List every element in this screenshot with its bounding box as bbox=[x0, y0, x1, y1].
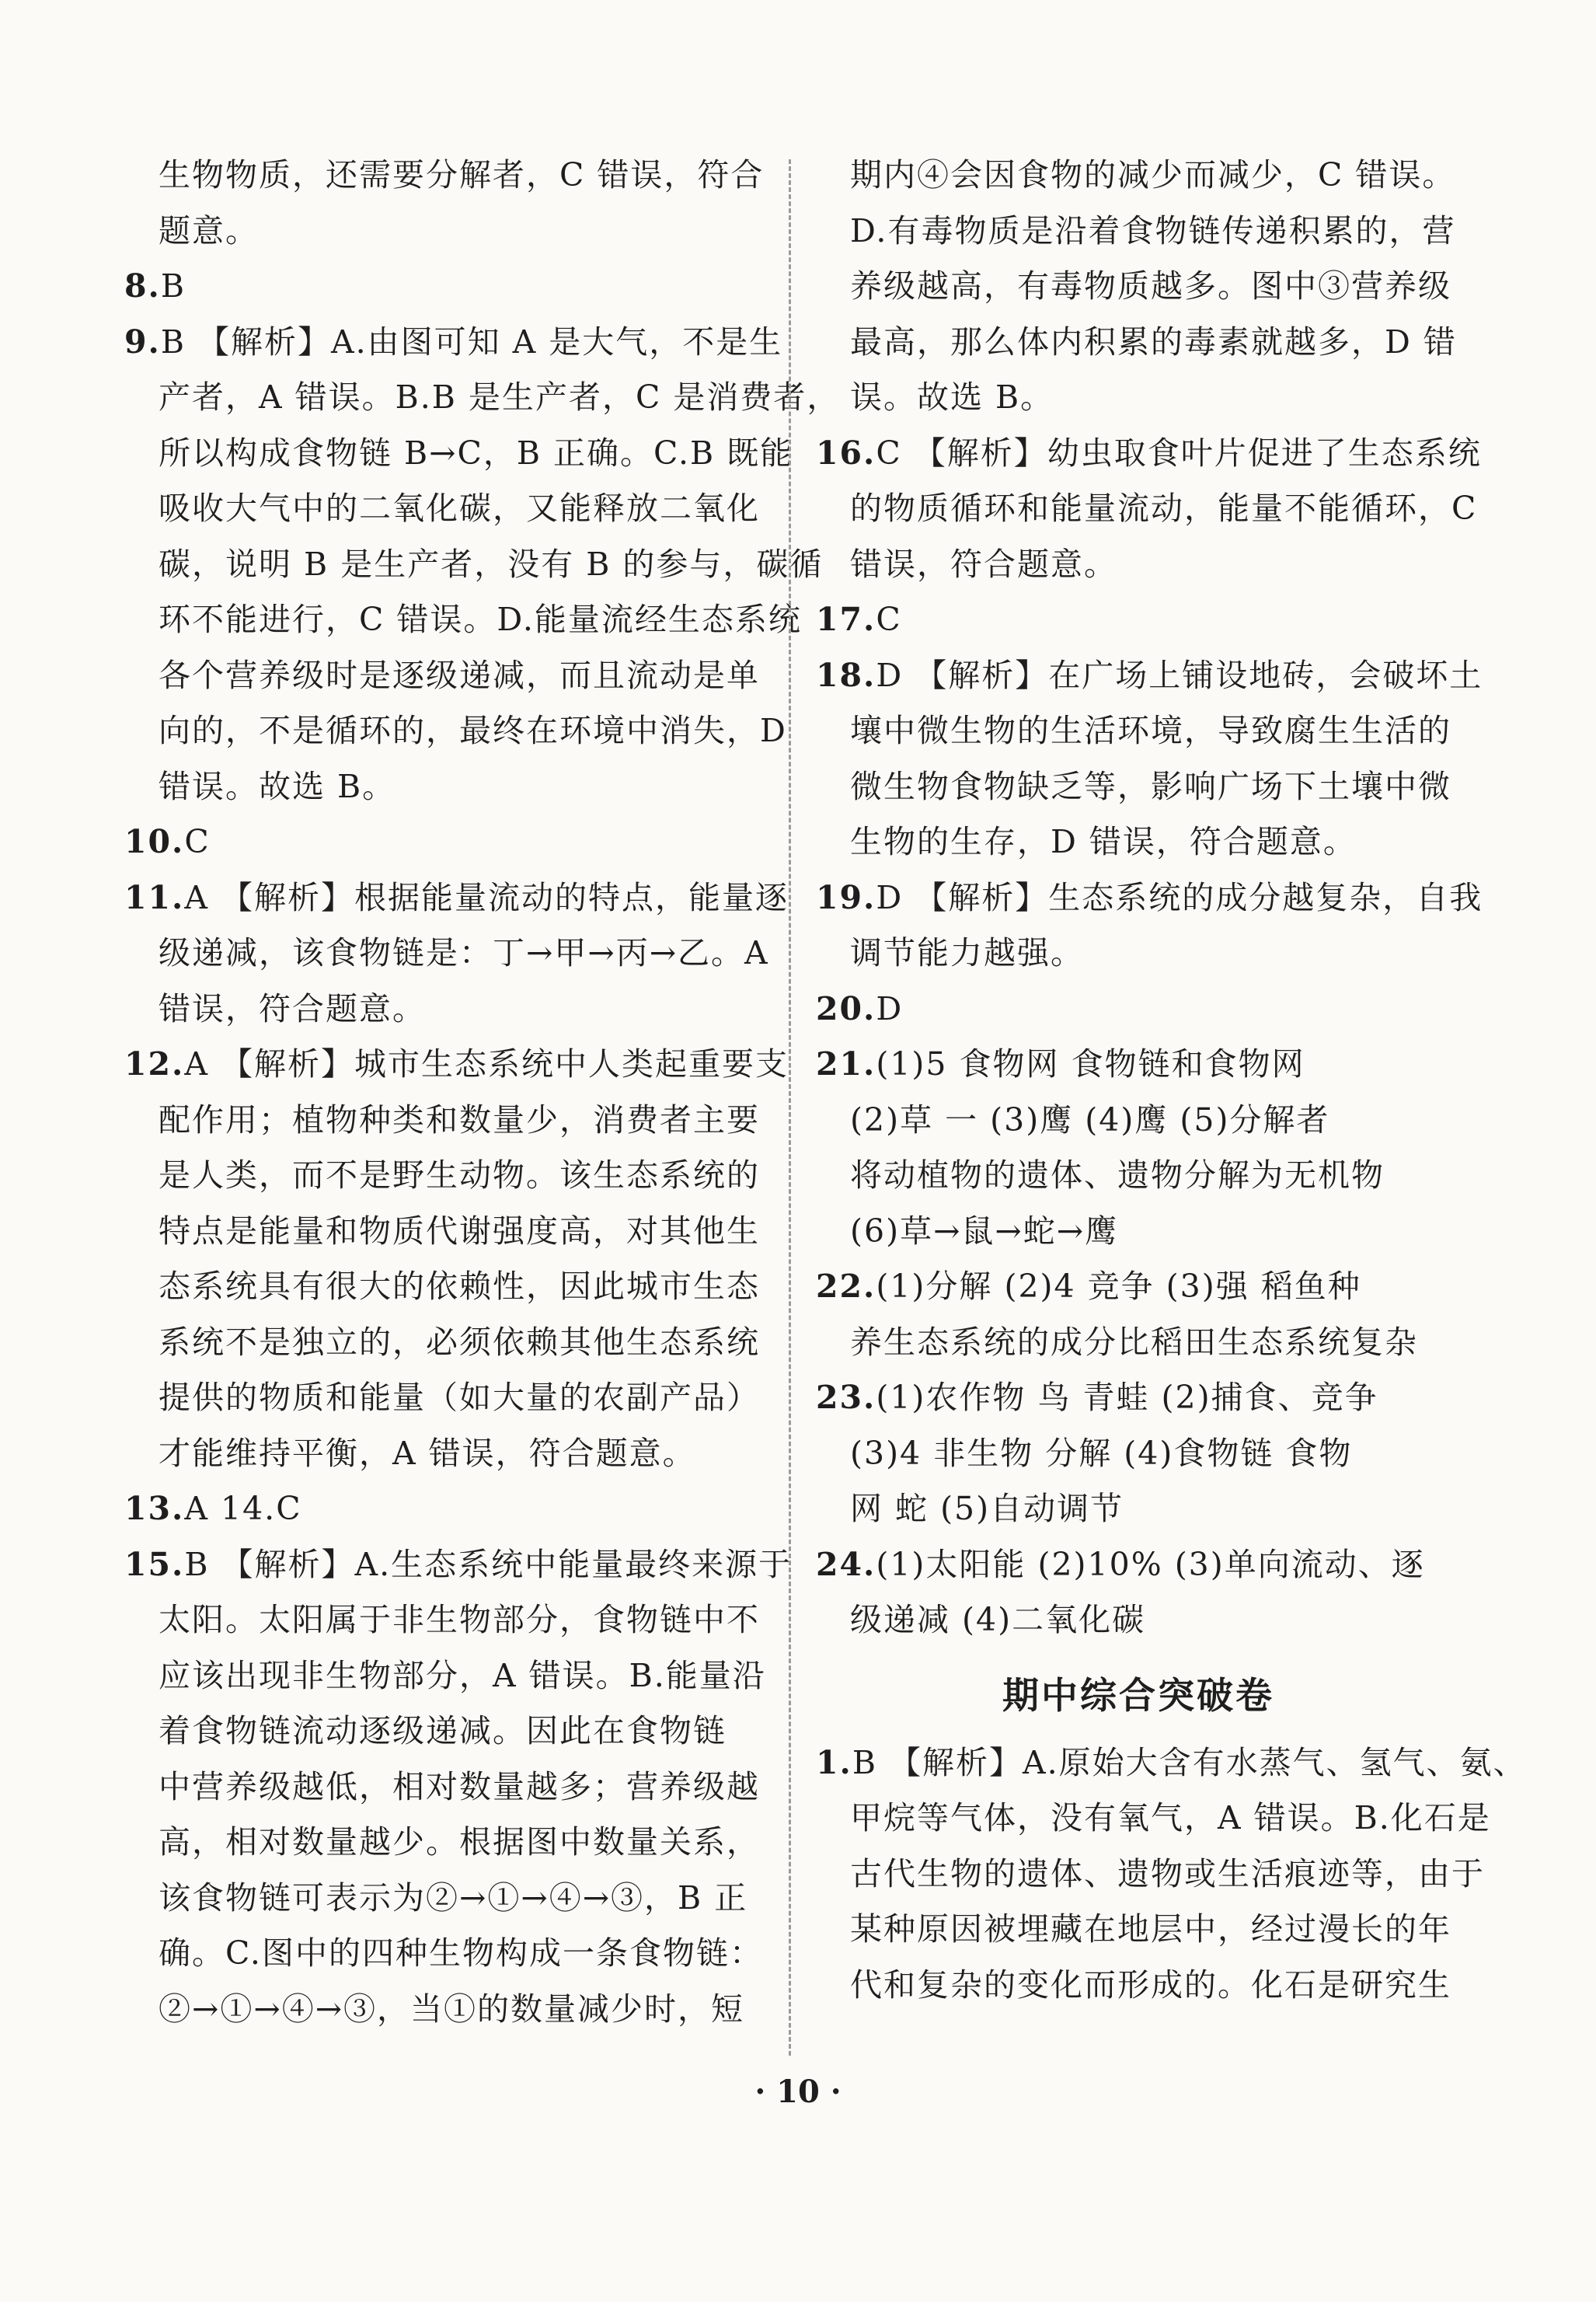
line-text: D 【解析】生态系统的成分越复杂，自我 bbox=[876, 878, 1483, 916]
text-line bbox=[124, 537, 824, 593]
text-line bbox=[124, 1315, 761, 1371]
line-text: C 【解析】幼虫取食叶片促进了生态系统 bbox=[876, 434, 1482, 472]
line-text: 期内④会因食物的减少而减少，C 错误。 bbox=[850, 156, 1456, 194]
line-text: 产者，A 错误。B.B 是生产者，C 是消费者， bbox=[159, 378, 841, 416]
line-text: 特点是能量和物质代谢强度高，对其他生 bbox=[159, 1212, 760, 1250]
line-text: ②→①→④→③，当①的数量减少时，短 bbox=[159, 1990, 745, 2028]
text-line bbox=[816, 315, 1461, 371]
text-line bbox=[816, 1791, 1491, 1847]
text-line bbox=[816, 870, 1483, 926]
line-text: D bbox=[876, 989, 904, 1027]
line-text: 生物物质，还需要分解者，C 错误，符合 bbox=[159, 156, 765, 194]
left-column bbox=[124, 148, 841, 2037]
line-text: (1)5 食物网 食物链和食物网 bbox=[876, 1045, 1305, 1083]
question-number: 21. bbox=[816, 1045, 876, 1083]
line-text: 确。C.图中的四种生物构成一条食物链： bbox=[159, 1934, 763, 1972]
line-text: 微生物食物缺乏等，影响广场下土壤中微 bbox=[850, 767, 1451, 805]
line-text: A 【解析】根据能量流动的特点，能量逐 bbox=[184, 878, 789, 916]
line-text: 系统不是独立的，必须依赖其他生态系统 bbox=[159, 1323, 760, 1361]
line-text: 向的，不是循环的，最终在环境中消失，D bbox=[159, 712, 787, 749]
column-divider bbox=[789, 159, 791, 2056]
text-line bbox=[816, 814, 1461, 870]
text-line bbox=[124, 1760, 761, 1815]
line-text: 级递减 (4)二氧化碳 bbox=[850, 1601, 1146, 1638]
text-line bbox=[816, 703, 1461, 759]
question-number: 11. bbox=[124, 878, 185, 916]
text-line bbox=[816, 1370, 1461, 1426]
line-text: C bbox=[184, 823, 211, 860]
text-line bbox=[816, 759, 1461, 815]
text-line bbox=[124, 814, 761, 870]
line-text: 各个营养级时是逐级递减，而且流动是单 bbox=[159, 656, 760, 694]
line-text: 态系统具有很大的依赖性，因此城市生态 bbox=[159, 1268, 760, 1305]
line-text: 才能维持平衡，A 错误，符合题意。 bbox=[159, 1434, 696, 1472]
text-line bbox=[816, 1426, 1461, 1482]
line-text: 提供的物质和能量（如大量的农副产品） bbox=[159, 1379, 760, 1416]
text-line bbox=[124, 259, 761, 315]
text-line bbox=[816, 204, 1461, 260]
line-text: 某种原因被埋藏在地层中，经过漫长的年 bbox=[850, 1910, 1451, 1948]
text-line bbox=[816, 1735, 1527, 1791]
line-text: (1)农作物 鸟 青蛙 (2)捕食、竞争 bbox=[876, 1379, 1378, 1416]
question-number: 17. bbox=[816, 601, 876, 638]
line-text: B 【解析】A.生态系统中能量最终来源于 bbox=[184, 1545, 793, 1583]
text-line bbox=[124, 370, 841, 426]
line-text: (1)分解 (2)4 竞争 (3)强 稻鱼种 bbox=[876, 1268, 1361, 1305]
text-line bbox=[124, 1871, 761, 1927]
section-heading: 期中综合突破卷 bbox=[1002, 1674, 1274, 1718]
question-number: 24. bbox=[816, 1545, 876, 1583]
text-line bbox=[124, 1370, 761, 1426]
text-line bbox=[124, 1648, 766, 1704]
line-text: 题意。 bbox=[159, 211, 259, 249]
question-number: 8. bbox=[124, 267, 161, 305]
text-line bbox=[124, 1481, 761, 1537]
text-line bbox=[124, 1426, 761, 1482]
line-text: 环不能进行，C 错误。D.能量流经生态系统 bbox=[159, 601, 802, 638]
line-text: 调节能力越强。 bbox=[850, 934, 1084, 971]
line-text: 古代生物的遗体、遗物或生活痕迹等，由于 bbox=[850, 1854, 1485, 1892]
right-answers bbox=[816, 148, 1483, 1648]
line-text: (2)草 一 (3)鹰 (4)鹰 (5)分解者 bbox=[850, 1100, 1330, 1139]
line-text: 是人类，而不是野生动物。该生态系统的 bbox=[159, 1156, 760, 1194]
question-number: 9. bbox=[124, 323, 161, 361]
text-line bbox=[816, 1592, 1461, 1648]
text-line bbox=[124, 1704, 761, 1760]
text-line bbox=[816, 1259, 1461, 1315]
text-line bbox=[816, 1902, 1461, 1958]
text-line bbox=[124, 1592, 761, 1648]
line-text: 级递减，该食物链是：丁→甲→丙→乙。A bbox=[159, 934, 769, 971]
text-line bbox=[816, 148, 1461, 204]
line-text: 太阳。太阳属于非生物部分，食物链中不 bbox=[159, 1601, 760, 1638]
text-line bbox=[124, 870, 789, 926]
line-text: 吸收大气中的二氧化碳，又能释放二氧化 bbox=[159, 490, 760, 527]
line-text: A 14.C bbox=[184, 1490, 302, 1527]
line-text: 该食物链可表示为②→①→④→③，B 正 bbox=[159, 1878, 748, 1917]
question-number: 16. bbox=[816, 434, 876, 472]
line-text: (3)4 非生物 分解 (4)食物链 食物 bbox=[850, 1434, 1353, 1472]
text-line bbox=[816, 537, 1461, 593]
text-line bbox=[816, 982, 1461, 1038]
text-line bbox=[816, 926, 1461, 982]
text-line bbox=[124, 703, 787, 759]
text-line bbox=[816, 1481, 1461, 1537]
line-text: 将动植物的遗体、遗物分解为无机物 bbox=[850, 1156, 1385, 1194]
text-line bbox=[124, 1204, 761, 1260]
text-line bbox=[816, 1037, 1461, 1093]
line-text: B bbox=[160, 267, 186, 305]
question-number: 10. bbox=[124, 823, 185, 860]
text-line bbox=[124, 1037, 789, 1093]
page-number: · 10 · bbox=[754, 2074, 842, 2110]
line-text: 配作用；植物种类和数量少，消费者主要 bbox=[159, 1100, 760, 1139]
line-text: (1)太阳能 (2)10% (3)单向流动、逐 bbox=[876, 1545, 1425, 1583]
line-text: 甲烷等气体，没有氧气，A 错误。B.化石是 bbox=[850, 1799, 1491, 1836]
text-line bbox=[124, 315, 783, 371]
text-line bbox=[816, 426, 1482, 482]
question-number: 1. bbox=[816, 1743, 852, 1781]
question-number: 18. bbox=[816, 656, 876, 694]
line-text: 错误，符合题意。 bbox=[850, 545, 1117, 583]
line-text: C bbox=[876, 601, 902, 638]
question-number: 15. bbox=[124, 1545, 185, 1583]
question-number: 13. bbox=[124, 1490, 185, 1527]
text-line bbox=[816, 1204, 1461, 1260]
right-column bbox=[816, 148, 1527, 2013]
line-text: 代和复杂的变化而形成的。化石是研究生 bbox=[850, 1965, 1451, 2004]
line-text: 碳，说明 B 是生产者，没有 B 的参与，碳循 bbox=[159, 545, 824, 583]
line-text: 网 蛇 (5)自动调节 bbox=[850, 1490, 1124, 1527]
right-answers-after-heading bbox=[816, 1735, 1527, 2014]
text-line bbox=[124, 648, 761, 704]
text-line bbox=[124, 1148, 761, 1204]
line-text: D.有毒物质是沿着食物链传递积累的，营 bbox=[850, 211, 1456, 249]
text-line bbox=[124, 592, 802, 648]
line-text: 最高，那么体内积累的毒素就越多，D 错 bbox=[850, 323, 1457, 361]
line-text: 应该出现非生物部分，A 错误。B.能量沿 bbox=[159, 1656, 766, 1694]
text-line bbox=[124, 426, 794, 482]
line-text: (6)草→鼠→蛇→鹰 bbox=[850, 1212, 1119, 1250]
question-number: 20. bbox=[816, 989, 876, 1027]
line-text: 壤中微生物的生活环境，导致腐生生活的 bbox=[850, 712, 1451, 749]
line-text: 着食物链流动逐级递减。因此在食物链 bbox=[159, 1712, 727, 1749]
question-number: 19. bbox=[816, 878, 876, 916]
line-text: 养生态系统的成分比稻田生态系统复杂 bbox=[850, 1323, 1418, 1361]
text-line bbox=[816, 1958, 1461, 2014]
text-line bbox=[124, 204, 761, 260]
text-line bbox=[124, 1537, 793, 1593]
text-line bbox=[124, 926, 769, 982]
text-line bbox=[124, 982, 761, 1038]
line-text: 生物的生存，D 错误，符合题意。 bbox=[850, 823, 1357, 860]
line-text: A 【解析】城市生态系统中人类起重要支 bbox=[184, 1045, 789, 1083]
text-line bbox=[816, 1093, 1461, 1149]
line-text: B 【解析】A.由图可知 A 是大气，不是生 bbox=[160, 323, 783, 361]
text-line bbox=[816, 1537, 1461, 1593]
text-line bbox=[816, 1315, 1461, 1371]
text-line bbox=[124, 481, 761, 537]
line-text: 的物质循环和能量流动，能量不能循环，C bbox=[850, 490, 1478, 527]
line-text: D 【解析】在广场上铺设地砖，会破坏土 bbox=[876, 656, 1483, 694]
question-number: 23. bbox=[816, 1379, 876, 1416]
text-line bbox=[124, 1926, 761, 1982]
text-line bbox=[816, 1148, 1461, 1204]
text-line bbox=[124, 148, 765, 204]
text-line bbox=[124, 1259, 761, 1315]
line-text: 养级越高，有毒物质越多。图中③营养级 bbox=[850, 267, 1451, 305]
text-line bbox=[124, 1815, 761, 1871]
line-text: B 【解析】A.原始大含有水蒸气、氢气、氨、 bbox=[852, 1743, 1527, 1781]
text-line bbox=[124, 759, 761, 815]
text-line bbox=[816, 648, 1483, 704]
text-line bbox=[816, 370, 1461, 426]
text-line bbox=[124, 1093, 761, 1149]
text-line bbox=[124, 1982, 761, 2038]
text-line bbox=[816, 259, 1461, 315]
question-number: 22. bbox=[816, 1268, 876, 1305]
line-text: 中营养级越低，相对数量越多；营养级越 bbox=[159, 1767, 760, 1805]
line-text: 错误，符合题意。 bbox=[159, 989, 426, 1027]
line-text: 高，相对数量越少。根据图中数量关系， bbox=[159, 1823, 760, 1861]
line-text: 所以构成食物链 B→C，B 正确。C.B 既能 bbox=[159, 434, 794, 472]
line-text: 误。故选 B。 bbox=[850, 378, 1054, 416]
text-line bbox=[816, 592, 1461, 648]
question-number: 12. bbox=[124, 1045, 185, 1083]
line-text: 错误。故选 B。 bbox=[159, 767, 396, 805]
text-line bbox=[816, 481, 1478, 537]
text-line bbox=[816, 1847, 1485, 1903]
